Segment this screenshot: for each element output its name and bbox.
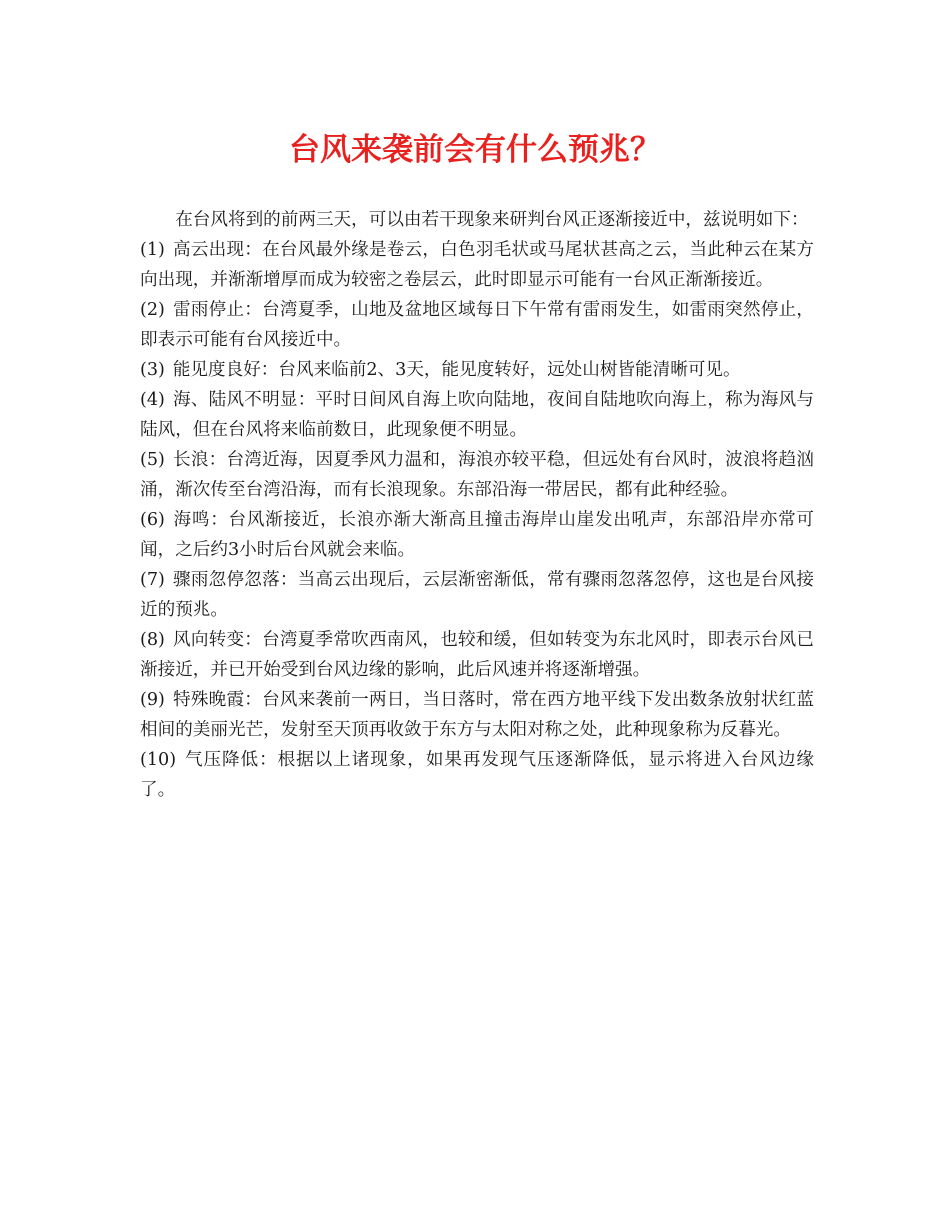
item-text: 海、陆风不明显：平时日间风自海上吹向陆地，夜间自陆地吹向海上，称为海风与陆风，但在台风将来临前数日，此现象便不明显。 xyxy=(140,390,814,440)
item-text: 雷雨停止：台湾夏季，山地及盆地区域每日下午常有雷雨发生，如雷雨突然停止，即表示可能有台风接近中。 xyxy=(140,300,814,350)
list-item xyxy=(140,685,814,745)
item-text: 海鸣：台风渐接近，长浪亦渐大渐高且撞击海岸山崖发出吼声，东部沿岸亦常可闻，之后约3小时后台风就会来临。 xyxy=(140,510,814,560)
item-number: (7) xyxy=(140,570,165,590)
item-number: (5) xyxy=(140,450,165,470)
item-text: 能见度良好：台风来临前2、3天，能见度转好，远处山树皆能清晰可见。 xyxy=(172,360,741,380)
list-item xyxy=(140,445,814,505)
item-text: 骤雨忽停忽落：当高云出现后，云层渐密渐低，常有骤雨忽落忽停，这也是台风接近的预兆。 xyxy=(140,570,814,620)
item-number: (3) xyxy=(140,360,165,380)
list-item xyxy=(140,745,814,805)
item-number: (2) xyxy=(140,300,165,320)
item-number: (1) xyxy=(140,240,165,260)
item-number: (8) xyxy=(140,630,165,650)
item-number: (9) xyxy=(140,690,165,710)
list-item xyxy=(140,235,814,295)
list-item xyxy=(140,355,814,385)
item-text: 气压降低：根据以上诸现象，如果再发现气压逐渐降低，显示将进入台风边缘了。 xyxy=(140,750,814,800)
list-item xyxy=(140,505,814,565)
list-item xyxy=(140,385,814,445)
item-text: 特殊晚霞：台风来袭前一两日，当日落时，常在西方地平线下发出数条放射状红蓝相间的美丽光芒，发射至天顶再收敛于东方与太阳对称之处，此种现象称为反暮光。 xyxy=(140,690,814,740)
item-text: 长浪：台湾近海，因夏季风力温和，海浪亦较平稳，但远处有台风时，波浪将趋汹涌，渐次传至台湾沿海，而有长浪现象。东部沿海一带居民，都有此种经验。 xyxy=(140,450,814,500)
page-title: 台风来袭前会有什么预兆？ xyxy=(289,132,661,168)
intro-paragraph: 在台风将到的前两三天，可以由若干现象来研判台风正逐渐接近中，兹说明如下： xyxy=(175,210,809,230)
document-body xyxy=(140,205,814,805)
item-number: (6) xyxy=(140,510,165,530)
list-item xyxy=(140,565,814,625)
item-number: (10) xyxy=(140,750,177,770)
item-text: 风向转变：台湾夏季常吹西南风，也较和缓，但如转变为东北风时，即表示台风已渐接近，并已开始受到台风边缘的影响，此后风速并将逐渐增强。 xyxy=(140,630,814,680)
item-text: 高云出现：在台风最外缘是卷云，白色羽毛状或马尾状甚高之云，当此种云在某方向出现，并渐渐增厚而成为较密之卷层云，此时即显示可能有一台风正渐渐接近。 xyxy=(140,240,814,290)
list-item xyxy=(140,295,814,355)
item-number: (4) xyxy=(140,390,165,410)
list-item xyxy=(140,625,814,685)
